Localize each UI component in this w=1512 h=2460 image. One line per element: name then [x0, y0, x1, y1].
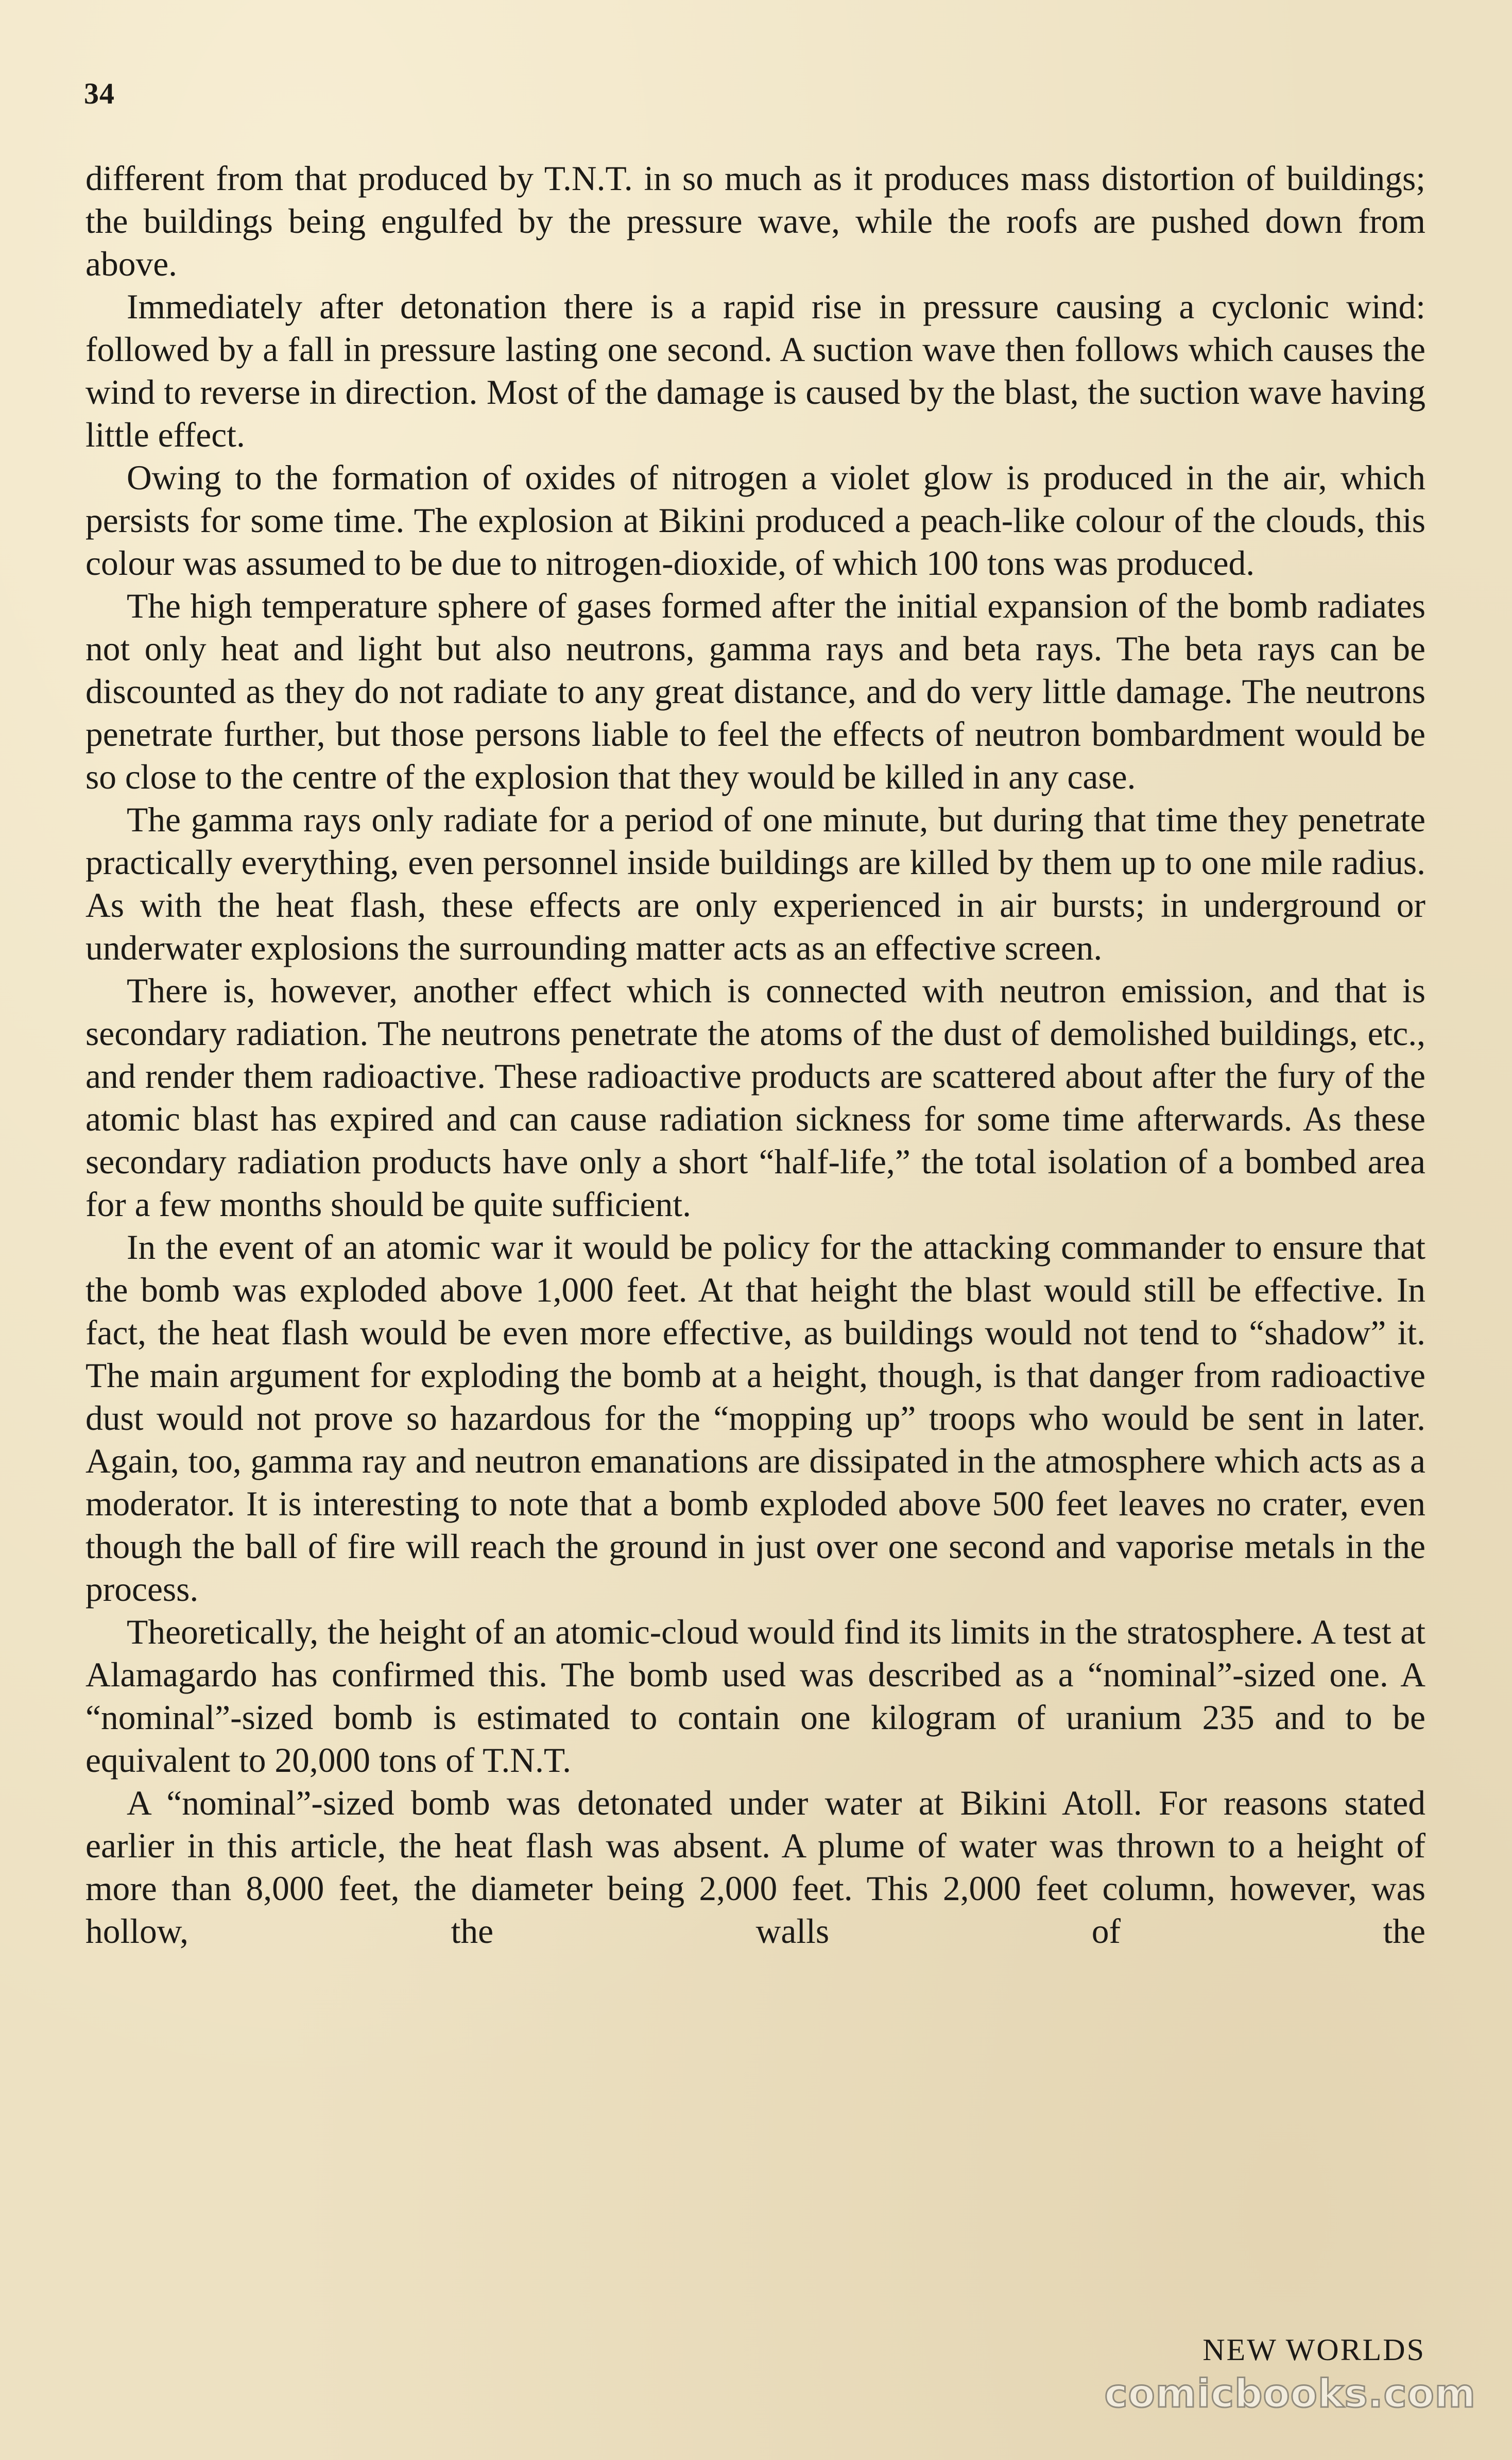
paragraph: Owing to the formation of oxides of nitrogen a violet glow is produced in the air, which persists for some time. The explosion at Bikini produced a peach-like colour of the clouds, this colour was assumed to be due to nitrogen-dioxide, of which 100 tons was produced. — [85, 458, 1425, 583]
paragraph: Theoretically, the height of an atomic-cloud would find its limits in the stratosphere. A test at Alamagardo has confirmed this. The bomb used was described as a “nominal”-sized one. A “nominal”-sized bomb is estimated to contain one kilogram of uranium 235 and to be equivalent to 20,000 tons of T.N.T. — [85, 1613, 1425, 1780]
page-number: 34 — [84, 77, 115, 110]
paragraph-continues: A “nominal”-sized bomb was detonated under water at Bikini Atoll. For reasons stated earlier in this article, the heat flash was absent. A plume of water was thrown to a height of more than 8,000 feet, the diameter being 2,000 feet. This 2,000 feet column, however, was hollow, the walls of the — [85, 1784, 1425, 1951]
article-body — [85, 157, 1425, 1953]
paragraph: Immediately after detonation there is a rapid rise in pressure causing a cyclonic wind: followed by a fall in pressure lasting one second. A suction wave then follows which causes the wind to reverse in direction. Most of the damage is caused by the blast, the suction wave having little effect. — [85, 287, 1425, 454]
paragraph-continued: different from that produced by T.N.T. in so much as it produces mass distortion of buildings; the buildings being engulfed by the pressure wave, while the roofs are pushed down from above. — [85, 159, 1425, 283]
watermark: comicbooks.com — [1104, 2370, 1476, 2416]
magazine-title-footer: NEW WORLDS — [1202, 2333, 1425, 2367]
paragraph: The gamma rays only radiate for a period of one minute, but during that time they penetrate practically everything, even personnel inside buildings are killed by them up to one mile radius. As with the heat flash, these effects are only experienced in air bursts; in underground or underwater explosions the surrounding matter acts as an effective screen. — [85, 800, 1425, 967]
paragraph: There is, however, another effect which is connected with neutron emission, and that is secondary radiation. The neutrons penetrate the atoms of the dust of demolished buildings, etc., and render them radioactive. These radioactive products are scattered about after the fury of the atomic blast has expired and can cause radiation sickness for some time afterwards. As these secondary radiation products have only a short “half-life,” the total isolation of a bombed area for a few months should be quite sufficient. — [85, 971, 1425, 1224]
paragraph: The high temperature sphere of gases formed after the initial expansion of the bomb radiates not only heat and light but also neutrons, gamma rays and beta rays. The beta rays can be discounted as they do not radiate to any great distance, and do very little damage. The neutrons penetrate further, but those persons liable to feel the effects of neutron bombardment would be so close to the centre of the explosion that they would be killed in any case. — [85, 587, 1425, 796]
paragraph: In the event of an atomic war it would be policy for the attacking commander to ensure that the bomb was exploded above 1,000 feet. At that height the blast would still be effective. In fact, the heat flash would be even more effective, as buildings would not tend to “shadow” it. The main argument for exploding the bomb at a height, though, is that danger from radioactive dust would not prove so hazardous for the “mopping up” troops who would be sent in later. Again, too, gamma ray and neutron emanations are dissipated in the atmosphere which acts as a moderator. It is interesting to note that a bomb exploded above 500 feet leaves no crater, even though the ball of fire will reach the ground in just over one second and vaporise metals in the process. — [85, 1228, 1425, 1609]
